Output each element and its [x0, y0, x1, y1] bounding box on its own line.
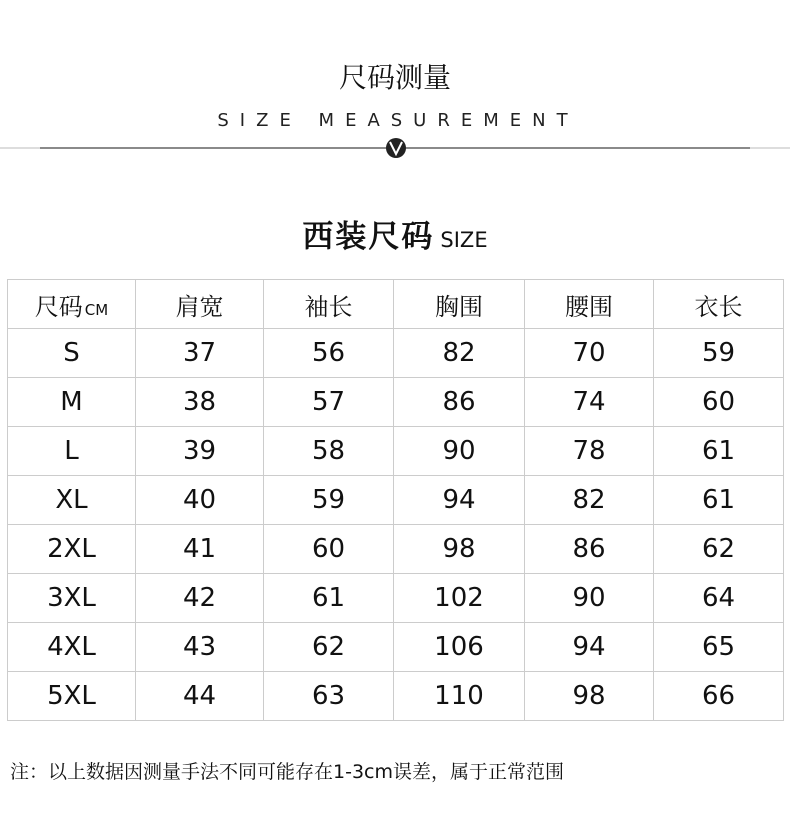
size-cell: 3XL	[8, 574, 136, 623]
value-cell: 60	[264, 525, 394, 574]
header-cell-size	[8, 280, 136, 329]
value-cell: 90	[525, 574, 654, 623]
divider-ornament	[0, 136, 790, 166]
table-row	[8, 574, 784, 623]
value-cell: 82	[394, 329, 525, 378]
table-row	[8, 525, 784, 574]
value-cell: 74	[525, 378, 654, 427]
value-cell: 44	[136, 672, 264, 721]
value-cell: 64	[654, 574, 784, 623]
value-cell: 66	[654, 672, 784, 721]
table-title-cn: 西装尺码	[302, 219, 435, 255]
value-cell: 98	[525, 672, 654, 721]
header-size-label: 尺码	[34, 292, 83, 321]
value-cell: 61	[264, 574, 394, 623]
value-cell: 98	[394, 525, 525, 574]
size-cell: XL	[8, 476, 136, 525]
measurement-note: 注：以上数据因测量手法不同可能存在1-3cm误差，属于正常范围	[10, 761, 564, 783]
table-row	[8, 378, 784, 427]
header-cell-waist: 腰围	[525, 280, 654, 329]
page-subtitle-en: SIZE MEASUREMENT	[217, 110, 579, 131]
value-cell: 106	[394, 623, 525, 672]
table-row	[8, 427, 784, 476]
value-cell: 42	[136, 574, 264, 623]
table-title-en: SIZE	[440, 228, 488, 252]
value-cell: 110	[394, 672, 525, 721]
header-cell-sleeve: 袖长	[264, 280, 394, 329]
size-cell: 5XL	[8, 672, 136, 721]
size-cell: 4XL	[8, 623, 136, 672]
value-cell: 86	[394, 378, 525, 427]
table-row	[8, 329, 784, 378]
table-row	[8, 476, 784, 525]
value-cell: 38	[136, 378, 264, 427]
value-cell: 59	[264, 476, 394, 525]
value-cell: 70	[525, 329, 654, 378]
table-row	[8, 623, 784, 672]
value-cell: 39	[136, 427, 264, 476]
value-cell: 58	[264, 427, 394, 476]
value-cell: 62	[264, 623, 394, 672]
value-cell: 102	[394, 574, 525, 623]
table-row	[8, 672, 784, 721]
value-cell: 56	[264, 329, 394, 378]
value-cell: 57	[264, 378, 394, 427]
header-size-unit: CM	[84, 300, 109, 319]
size-cell: 2XL	[8, 525, 136, 574]
table-title	[0, 214, 790, 260]
page-title: 尺码测量	[338, 61, 451, 94]
value-cell: 41	[136, 525, 264, 574]
value-cell: 65	[654, 623, 784, 672]
value-cell: 62	[654, 525, 784, 574]
value-cell: 94	[394, 476, 525, 525]
value-cell: 86	[525, 525, 654, 574]
header-cell-shoulder: 肩宽	[136, 280, 264, 329]
size-cell: L	[8, 427, 136, 476]
size-table	[7, 279, 784, 721]
size-cell: M	[8, 378, 136, 427]
value-cell: 94	[525, 623, 654, 672]
value-cell: 43	[136, 623, 264, 672]
value-cell: 78	[525, 427, 654, 476]
value-cell: 59	[654, 329, 784, 378]
value-cell: 37	[136, 329, 264, 378]
value-cell: 60	[654, 378, 784, 427]
value-cell: 82	[525, 476, 654, 525]
table-header-row	[8, 280, 784, 329]
header-cell-chest: 胸围	[394, 280, 525, 329]
value-cell: 40	[136, 476, 264, 525]
value-cell: 61	[654, 427, 784, 476]
value-cell: 61	[654, 476, 784, 525]
size-cell: S	[8, 329, 136, 378]
header-cell-length: 衣长	[654, 280, 784, 329]
value-cell: 90	[394, 427, 525, 476]
value-cell: 63	[264, 672, 394, 721]
